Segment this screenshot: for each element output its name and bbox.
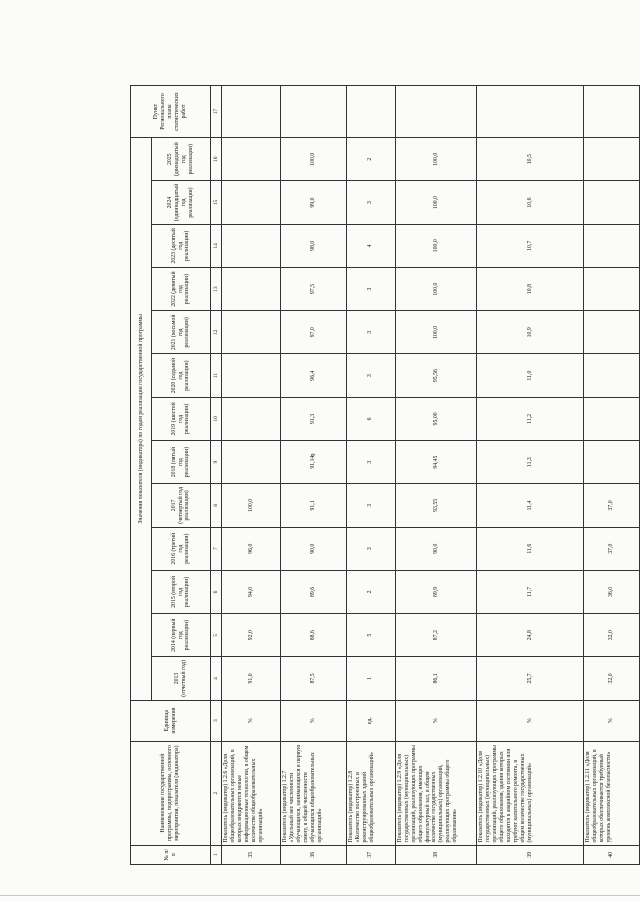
value-cell: 32,0 xyxy=(583,657,639,700)
value-cell: 10,5 xyxy=(477,138,583,181)
indicator-name: Показатель (индикатор) 1.2.6 «Доля общеобразовательных организаций, в которых внедряются новые информационные технологии, в общем количестве общеобразовательных организаций» xyxy=(222,741,281,845)
column-number: 17 xyxy=(211,86,222,138)
value-cell: 11,6 xyxy=(477,527,583,570)
value-cell xyxy=(583,397,639,440)
table-row xyxy=(583,86,639,865)
value-cell: 11,0 xyxy=(477,354,583,397)
value-cell: 10,6 xyxy=(477,181,583,224)
value-cell: 3 xyxy=(346,181,395,224)
value-cell: 90,0 xyxy=(281,527,346,570)
column-number: 3 xyxy=(211,700,222,741)
unit-cell: % xyxy=(395,700,477,741)
value-cell: 3 xyxy=(346,441,395,484)
column-number: 16 xyxy=(211,138,222,181)
indicator-name: Показатель (индикатор) 1.2.8 «Количество построенных и реконструированных зданий общеобразовательных организаций» xyxy=(346,741,395,845)
header-year: 2019 (шестой год реализации) xyxy=(152,397,211,440)
rotated-table-wrapper xyxy=(130,85,640,865)
header-notes: Пункт Регионального плана статистических работ xyxy=(131,86,211,138)
value-cell: 32,0 xyxy=(583,614,639,657)
value-cell: 100,0 xyxy=(395,138,477,181)
value-cell xyxy=(222,181,281,224)
value-cell xyxy=(222,267,281,310)
value-cell xyxy=(583,311,639,354)
value-cell: 4 xyxy=(346,224,395,267)
value-cell: 2 xyxy=(346,138,395,181)
row-number: 40 xyxy=(583,845,639,864)
page-number: 9 xyxy=(311,453,317,457)
value-cell: 10,8 xyxy=(477,267,583,310)
value-cell xyxy=(222,354,281,397)
table-row xyxy=(222,86,281,865)
value-cell xyxy=(583,224,639,267)
value-cell: 25,7 xyxy=(477,657,583,700)
table-row xyxy=(477,86,583,865)
column-number: 8 xyxy=(211,484,222,527)
value-cell: 91,14 xyxy=(281,441,346,484)
value-cell: 3 xyxy=(346,354,395,397)
header-row-group xyxy=(131,86,152,865)
unit-cell: % xyxy=(281,700,346,741)
value-cell: 97,0 xyxy=(281,311,346,354)
value-cell: 93,55 xyxy=(395,484,477,527)
value-cell: 37,0 xyxy=(583,527,639,570)
column-number: 11 xyxy=(211,354,222,397)
value-cell: 100,0 xyxy=(395,267,477,310)
value-cell: 97,5 xyxy=(281,267,346,310)
value-cell: 86,1 xyxy=(395,657,477,700)
value-cell: 100,0 xyxy=(222,484,281,527)
value-cell: 96,0 xyxy=(222,527,281,570)
value-cell: 95,00 xyxy=(395,397,477,440)
value-cell: 100,0 xyxy=(281,138,346,181)
note-cell xyxy=(222,86,281,138)
header-year: 2017 (четвертый год реализации) xyxy=(152,484,211,527)
header-year: 2022 (девятый год реализации) xyxy=(152,267,211,310)
value-cell: 98,0 xyxy=(281,224,346,267)
value-cell xyxy=(583,354,639,397)
column-number: 10 xyxy=(211,397,222,440)
value-cell: 11,4 xyxy=(477,484,583,527)
value-cell: 99,0 xyxy=(281,181,346,224)
value-cell: 91,3 xyxy=(281,397,346,440)
value-cell xyxy=(583,441,639,484)
header-unit: Единица измерения xyxy=(131,700,211,741)
value-cell xyxy=(222,311,281,354)
unit-cell: ед. xyxy=(346,700,395,741)
header-num: № п/п xyxy=(131,845,211,864)
header-values-group: Значения показателя (индикатора) по годам реализации государственной программы xyxy=(131,138,152,701)
note-cell xyxy=(477,86,583,138)
column-number: 4 xyxy=(211,657,222,700)
column-number: 6 xyxy=(211,570,222,613)
header-year: 2016 (третий год реализации) xyxy=(152,527,211,570)
value-cell: 1 xyxy=(346,657,395,700)
row-number: 38 xyxy=(395,845,477,864)
value-cell xyxy=(583,138,639,181)
value-cell: 36,0 xyxy=(583,570,639,613)
value-cell: 100,0 xyxy=(395,311,477,354)
header-year: 2018 (пятый год реализации) xyxy=(152,441,211,484)
unit-cell: % xyxy=(583,700,639,741)
value-cell: 24,8 xyxy=(477,614,583,657)
value-cell: 11,3 xyxy=(477,441,583,484)
value-cell: 6 xyxy=(346,397,395,440)
header-year: 2023 (десятый год реализации) xyxy=(152,224,211,267)
value-cell xyxy=(222,397,281,440)
value-cell: 88,6 xyxy=(281,614,346,657)
value-cell: 3 xyxy=(346,311,395,354)
value-cell xyxy=(583,267,639,310)
value-cell: 87,2 xyxy=(395,614,477,657)
row-number: 39 xyxy=(477,845,583,864)
unit-cell: % xyxy=(477,700,583,741)
value-cell xyxy=(222,441,281,484)
value-cell: 37,0 xyxy=(583,484,639,527)
value-cell: 89,9 xyxy=(395,570,477,613)
header-year: 2015 (второй год реализации) xyxy=(152,570,211,613)
value-cell: 91,1 xyxy=(281,484,346,527)
note-cell xyxy=(583,86,639,138)
value-cell: 100,0 xyxy=(395,224,477,267)
note-cell xyxy=(281,86,346,138)
header-name: Наименование государственной программы, подпрограммы, основного мероприятия, показателя (индикатора) xyxy=(131,741,211,845)
value-cell: 90,0 xyxy=(395,527,477,570)
value-cell xyxy=(222,138,281,181)
column-number: 14 xyxy=(211,224,222,267)
value-cell: 3 xyxy=(346,484,395,527)
indicator-name: Показатель (индикатор) 1.2.7 «Удельный вес численности обучающихся, занимающихся в первую смену, в общей численности обучающихся общеобразовательных организаций» xyxy=(281,741,346,845)
header-year: 2021 (восьмой год реализации) xyxy=(152,311,211,354)
row-number: 37 xyxy=(346,845,395,864)
header-year: 2020 (седьмой год реализации) xyxy=(152,354,211,397)
header-year: 2025 (двенадцатый год реализации) xyxy=(152,138,211,181)
value-cell: 2 xyxy=(346,570,395,613)
column-number: 5 xyxy=(211,614,222,657)
table-row xyxy=(395,86,477,865)
header-row-column-numbers xyxy=(211,86,222,865)
column-number: 9 xyxy=(211,441,222,484)
column-number: 7 xyxy=(211,527,222,570)
row-number: 36 xyxy=(281,845,346,864)
column-number: 2 xyxy=(211,741,222,845)
indicator-name: Показатель (индикатор) 1.2.11 «Доля общеобразовательных организаций, в которых обеспечивается требуемый уровень комплексной безопасности» xyxy=(583,741,639,845)
value-cell: 3 xyxy=(346,267,395,310)
note-cell xyxy=(346,86,395,138)
header-year: 2014 (первый год реализации) xyxy=(152,614,211,657)
value-cell: 87,5 xyxy=(281,657,346,700)
table-body xyxy=(222,86,640,865)
header-year: 2024 (одиннадцатый год реализации) xyxy=(152,181,211,224)
value-cell: 91,0 xyxy=(222,657,281,700)
table-row xyxy=(281,86,346,865)
value-cell: 94,45 xyxy=(395,441,477,484)
table-row xyxy=(346,86,395,865)
value-cell: 10,7 xyxy=(477,224,583,267)
value-cell: 94,0 xyxy=(222,570,281,613)
scan-bottom-rule xyxy=(0,895,640,896)
column-number: 15 xyxy=(211,181,222,224)
value-cell: 3 xyxy=(346,527,395,570)
value-cell: 10,9 xyxy=(477,311,583,354)
value-cell: 11,2 xyxy=(477,397,583,440)
indicator-name: Показатель (индикатор) 1.2.9 «Доля государственных (муниципальных) организаций, реализующих программы общего образования, имеющих физкультурный зал, в общем количестве государственных (муниципальных) организаций, реализующих программы общего образования» xyxy=(395,741,477,845)
value-cell: 92,0 xyxy=(222,614,281,657)
value-cell: 100,0 xyxy=(395,181,477,224)
column-number: 1 xyxy=(211,845,222,864)
unit-cell: % xyxy=(222,700,281,741)
value-cell xyxy=(583,181,639,224)
indicator-table xyxy=(130,85,640,865)
header-year: 2013 (отчетный год) xyxy=(152,657,211,700)
column-number: 13 xyxy=(211,267,222,310)
value-cell: 96,4 xyxy=(281,354,346,397)
value-cell: 95,56 xyxy=(395,354,477,397)
note-cell xyxy=(395,86,477,138)
value-cell xyxy=(222,224,281,267)
value-cell: 89,6 xyxy=(281,570,346,613)
indicator-name: Показатель (индикатор) 1.2.10 «Доля государственных (муниципальных) организаций, реализующих программы общего образования, здания которых находятся в аварийном состоянии или требуют капитального ремонта, в общем количестве государственных (муниципальных) организаций» xyxy=(477,741,583,845)
value-cell: 11,7 xyxy=(477,570,583,613)
column-number: 12 xyxy=(211,311,222,354)
row-number: 35 xyxy=(222,845,281,864)
value-cell: 5 xyxy=(346,614,395,657)
